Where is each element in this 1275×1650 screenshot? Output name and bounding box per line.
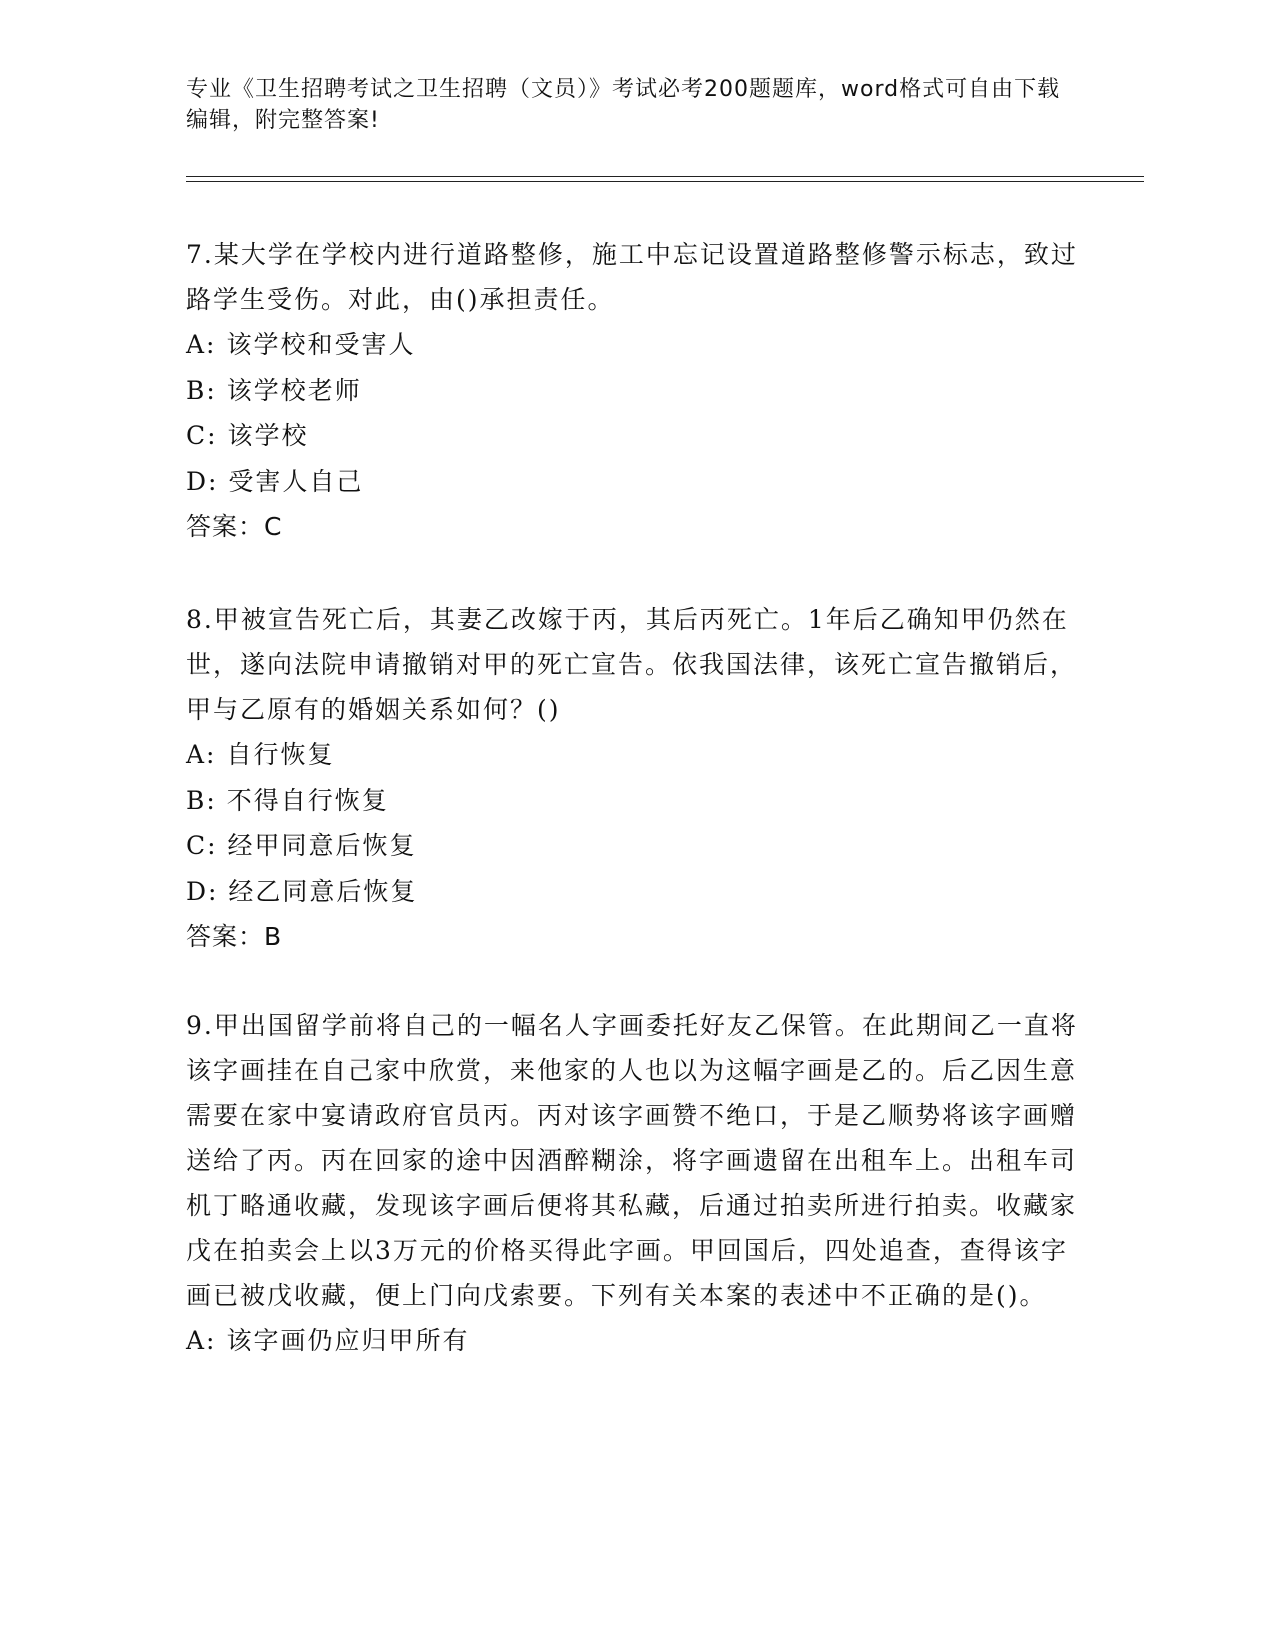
option-letter: A: (186, 330, 217, 359)
option-letter: B: (186, 375, 217, 405)
option-c (186, 823, 1086, 869)
option-text: 该字画仍应归甲所有 (226, 1326, 470, 1355)
answer-line: 答案：B (186, 922, 283, 951)
option-text: 受害人自己 (228, 466, 364, 496)
option-b (186, 778, 1086, 824)
question-stem: 8.甲被宣告死亡后，其妻乙改嫁于丙，其后丙死亡。1年后乙确知甲仍然在世，遂向法院申请撤销对甲的死亡宣告。依我国法律，该死亡宣告撤销后，甲与乙原有的婚姻关系如何？() (186, 605, 1078, 724)
question-stem: 9.甲出国留学前将自己的一幅名人字画委托好友乙保管。在此期间乙一直将该字画挂在自己家中欣赏，来他家的人也以为这幅字画是乙的。后乙因生意需要在家中宴请政府官员丙。丙对该字画赞不绝口，于是乙顺势将该字画赠送给了丙。丙在回家的途中因酒醉糊涂，将字画遗留在出租车上。出租车司机丁略通收藏，发现该字画后便将其私藏，后通过拍卖所进行拍卖。收藏家戊在拍卖会上以3万元的价格买得此字画。甲回国后，四处追查，查得该字画已被戊收藏，便上门向戊索要。下列有关本案的表述中不正确的是()。 (186, 1011, 1078, 1310)
option-text: 该学校 (227, 421, 309, 450)
option-a (186, 322, 1086, 368)
option-a (186, 1318, 1086, 1364)
option-text: 该学校老师 (226, 375, 362, 405)
option-c (186, 413, 1086, 459)
header-divider-bottom (186, 181, 1144, 182)
option-letter: B: (186, 785, 217, 815)
option-text: 经甲同意后恢复 (227, 831, 417, 860)
option-letter: C: (186, 831, 218, 860)
option-d (186, 869, 1086, 915)
option-text: 经乙同意后恢复 (228, 876, 418, 906)
question-8 (186, 597, 1086, 960)
document-header (186, 74, 1066, 136)
question-stem: 7.某大学在学校内进行道路整修，施工中忘记设置道路整修警示标志，致过路学生受伤。对此，由()承担责任。 (186, 240, 1078, 314)
header-intro-text: 专业《卫生招聘考试之卫生招聘（文员）》考试必考200题题库，word格式可自由下载编辑，附完整答案! (186, 77, 1061, 133)
question-9 (186, 1003, 1086, 1364)
header-divider-top (186, 176, 1144, 177)
option-text: 自行恢复 (226, 740, 335, 769)
option-letter: C: (186, 421, 218, 450)
question-7 (186, 232, 1086, 550)
option-text: 该学校和受害人 (226, 330, 416, 359)
option-letter: D: (186, 876, 219, 906)
option-letter: D: (186, 466, 219, 496)
option-letter: A: (186, 1326, 217, 1355)
answer-line: 答案：C (186, 512, 283, 541)
option-letter: A: (186, 740, 217, 769)
option-d (186, 459, 1086, 505)
option-a (186, 732, 1086, 778)
option-b (186, 368, 1086, 414)
option-text: 不得自行恢复 (226, 785, 389, 815)
